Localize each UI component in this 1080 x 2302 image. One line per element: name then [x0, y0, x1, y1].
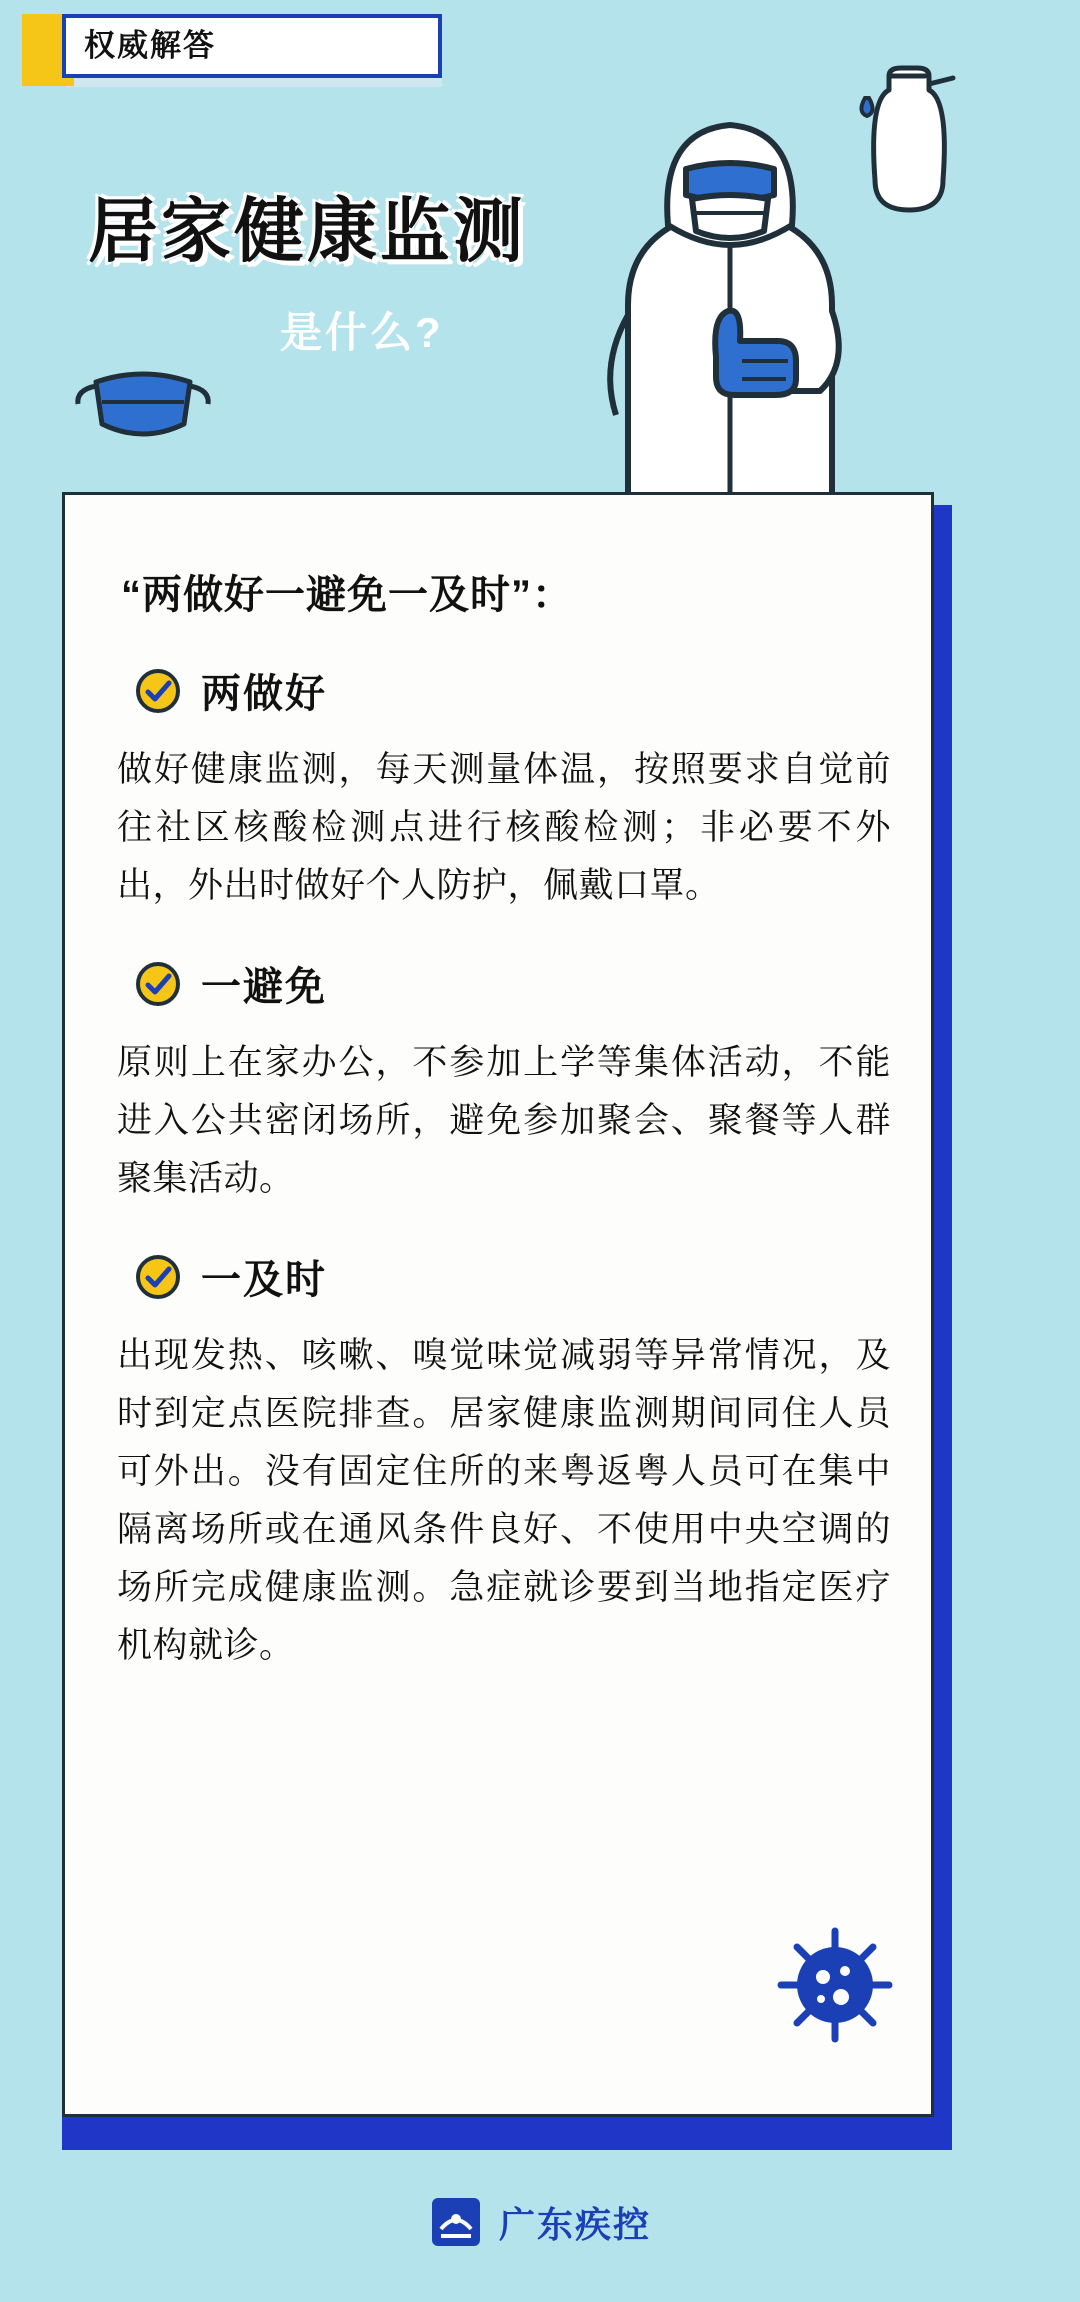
footer-name: 广东疾控	[498, 2203, 651, 2245]
section-label: 两做好	[201, 672, 327, 716]
check-circle-icon	[135, 961, 181, 1007]
section-body: 出现发热、咳嗽、嗅觉味觉减弱等异常情况，及时到定点医院排查。居家健康监测期间同住人员可外出。没有固定住所的来粤返粤人员可在集中隔离场所或在通风条件良好、不使用中央空调的场所完成健康监测。急症就诊要到当地指定医疗机构就诊。	[117, 1336, 891, 1665]
check-circle-icon	[135, 668, 181, 714]
ribbon-banner	[22, 14, 442, 86]
virus-icon	[775, 1925, 895, 2045]
section-yibimian	[111, 955, 891, 1208]
section-liangzuohao	[111, 662, 891, 915]
page-subtitle: 是什么?	[280, 309, 444, 356]
section-label: 一及时	[201, 1258, 327, 1302]
footer	[0, 2195, 1080, 2249]
check-circle-icon	[135, 1254, 181, 1300]
page-title: 居家健康监测	[88, 192, 526, 270]
section-body: 做好健康监测，每天测量体温，按照要求自觉前往社区核酸检测点进行核酸检测；非必要不外出，外出时做好个人防护，佩戴口罩。	[117, 750, 891, 905]
section-header	[135, 1248, 891, 1305]
section-yijishi	[111, 1248, 891, 1675]
medical-worker-illustration	[520, 95, 940, 495]
card-title: “两做好一避免一及时”：	[121, 573, 573, 617]
guangdong-cdc-logo-icon	[429, 2195, 483, 2249]
ribbon-label: 权威解答	[84, 28, 216, 63]
section-label: 一避免	[201, 965, 327, 1009]
section-header	[135, 955, 891, 1012]
ribbon-shadow	[66, 78, 442, 87]
section-body: 原则上在家办公，不参加上学等集体活动，不能进入公共密闭场所，避免参加聚会、聚餐等人群聚集活动。	[117, 1043, 891, 1198]
face-mask-icon	[68, 360, 218, 450]
content-card	[62, 492, 934, 2117]
section-header	[135, 662, 891, 719]
